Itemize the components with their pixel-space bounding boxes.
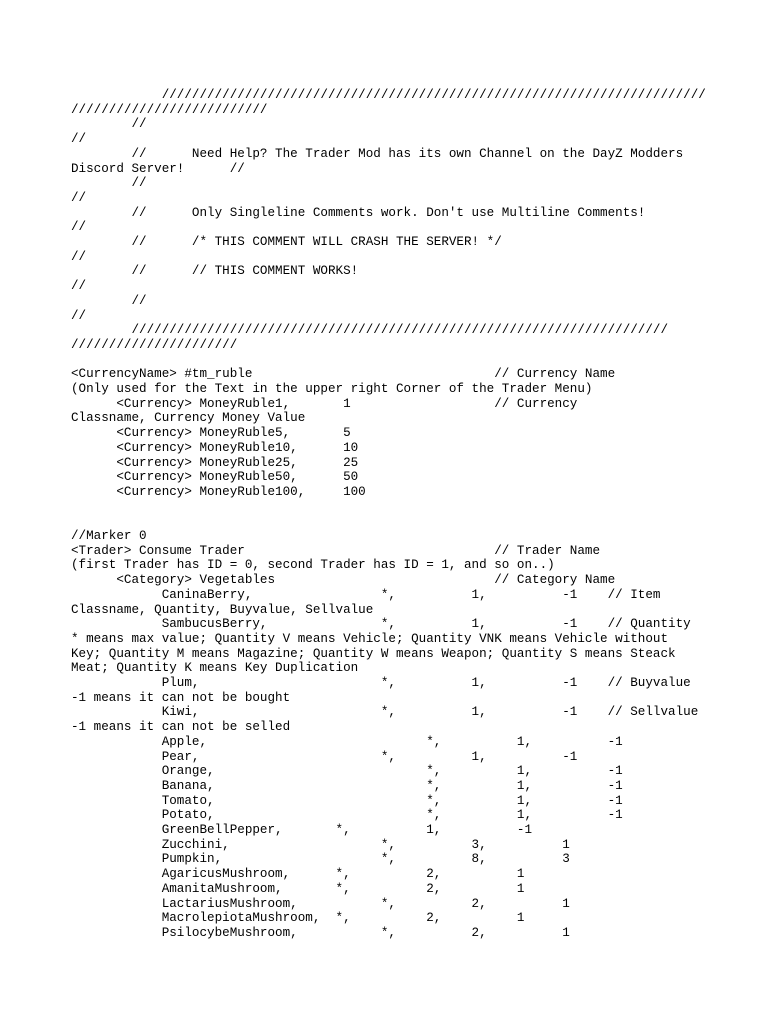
text-line: SambucusBerry, *, 1, -1 // Quantity (71, 617, 691, 632)
text-line: -1 means it can not be selled (71, 720, 291, 735)
text-line: // (71, 190, 87, 205)
text-line: <Currency> MoneyRuble50, 50 (71, 470, 359, 485)
text-line: <Currency> MoneyRuble5, 5 (71, 426, 351, 441)
text-line: LactariusMushroom, *, 2, 1 (71, 896, 570, 911)
text-line: <Currency> MoneyRuble10, 10 (71, 440, 359, 455)
text-line: GreenBellPepper, *, 1, -1 (71, 823, 533, 837)
text-line: <Currency> MoneyRuble1, 1 // Currency (71, 396, 578, 411)
text-line: (first Trader has ID = 0, second Trader has ID = 1, and so on..) (71, 558, 555, 573)
text-line: Tomato, *, 1, -1 (71, 793, 623, 808)
text-line: Zucchini, *, 3, 1 (71, 837, 570, 852)
text-line: // (71, 293, 147, 308)
text-line: <Currency> MoneyRuble25, 25 (71, 455, 359, 470)
text-line: // (71, 176, 147, 191)
text-line: Apple, *, 1, -1 (71, 734, 623, 749)
text-line: AmanitaMushroom, *, 2, 1 (71, 881, 525, 896)
text-line: MacrolepiotaMushroom, *, 2, 1 (71, 911, 525, 926)
text-line: Pear, *, 1, -1 (71, 749, 578, 764)
text-line: // Only Singleline Comments work. Don't use Multiline Comments! (71, 205, 646, 220)
text-line: // Need Help? The Trader Mod has its own Channel on the DayZ Modders (71, 146, 684, 161)
text-line: CaninaBerry, *, 1, -1 // Item (71, 587, 661, 602)
text-line: //Marker 0 (71, 529, 147, 543)
text-line: (Only used for the Text in the upper right Corner of the Trader Menu) (71, 382, 593, 396)
text-line: Banana, *, 1, -1 (71, 778, 623, 793)
text-line: // (71, 279, 87, 294)
text-line: Potato, *, 1, -1 (71, 808, 623, 823)
text-line: // (71, 117, 147, 132)
text-line: /////////////////////////////////////////////////////////////////////// (71, 323, 669, 338)
text-line: Classname, Currency Money Value (71, 411, 306, 426)
text-line: AgaricusMushroom, *, 2, 1 (71, 867, 525, 882)
text-line: // /* THIS COMMENT WILL CRASH THE SERVER! */ (71, 235, 502, 249)
text-line: * means max value; Quantity V means Vehicle; Quantity VNK means Vehicle without (71, 631, 669, 646)
text-line: Discord Server! // (71, 161, 245, 176)
text-line: // (71, 249, 87, 264)
text-line: PsilocybeMushroom, *, 2, 1 (71, 925, 570, 940)
text-line: //////////////////////////////////////////////////////////////////////// (71, 88, 706, 102)
text-line: // (71, 220, 87, 235)
text-line: Meat; Quantity K means Key Duplication (71, 661, 359, 676)
text-line: Classname, Quantity, Buyvalue, Sellvalue (71, 602, 374, 617)
text-line: <Currency> MoneyRuble100, 100 (71, 484, 366, 499)
text-line: // (71, 132, 87, 147)
text-line: ////////////////////////// (71, 102, 268, 117)
text-line: -1 means it can not be bought (71, 690, 291, 705)
text-line: Kiwi, *, 1, -1 // Sellvalue (71, 705, 699, 720)
text-line: ////////////////////// (71, 337, 238, 352)
text-line: // // THIS COMMENT WORKS! (71, 264, 359, 279)
text-line: Orange, *, 1, -1 (71, 764, 623, 779)
text-line: <CurrencyName> #tm_ruble // Currency Name (71, 367, 616, 382)
text-line: Key; Quantity M means Magazine; Quantity W means Weapon; Quantity S means Steack (71, 646, 676, 661)
text-line: <Category> Vegetables // Category Name (71, 573, 616, 588)
text-line: Plum, *, 1, -1 // Buyvalue (71, 676, 691, 690)
text-line: <Trader> Consume Trader // Trader Name (71, 543, 601, 558)
text-line: // (71, 308, 87, 323)
text-line: Pumpkin, *, 8, 3 (71, 852, 570, 867)
